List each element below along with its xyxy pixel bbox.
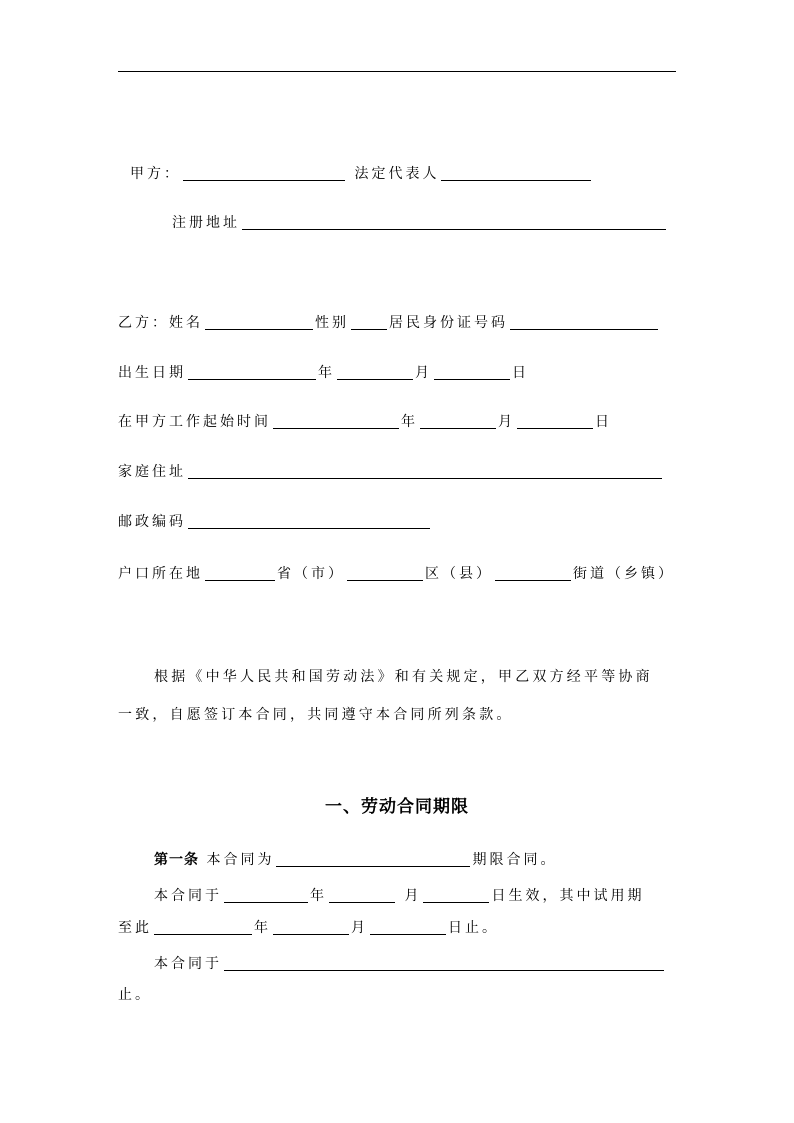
postcode-row (118, 512, 432, 532)
party-b-name-field[interactable] (205, 314, 313, 330)
postcode-label: 邮政编码 (118, 514, 186, 530)
party-a-name-field[interactable] (183, 165, 345, 181)
probation-year-field[interactable] (154, 919, 252, 935)
birth-month-field[interactable] (337, 364, 413, 380)
postcode-field[interactable] (188, 513, 430, 529)
home-label: 家庭住址 (118, 464, 186, 480)
term-row (154, 954, 666, 974)
reg-address-field[interactable] (242, 214, 666, 230)
term-field[interactable] (224, 955, 664, 971)
party-b-row (118, 313, 660, 333)
article-1-text-a: 本合同为 (206, 852, 275, 868)
start-label: 在甲方工作起始时间 (118, 414, 271, 430)
reg-address-row (172, 213, 668, 233)
contract-type-field[interactable] (276, 851, 470, 867)
effective-date-row (154, 886, 644, 906)
birth-date-row (118, 363, 529, 383)
probation-day-field[interactable] (370, 919, 446, 935)
start-day-field[interactable] (517, 413, 593, 429)
effective-month-field[interactable] (329, 887, 395, 903)
day-unit: 日 (512, 365, 529, 381)
intro-paragraph (118, 658, 688, 734)
article-1-label: 第一条 (154, 852, 199, 868)
hukou-street-field[interactable] (495, 565, 571, 581)
legal-rep-field[interactable] (441, 165, 591, 181)
party-b-name-label: 乙方：姓名 (118, 315, 203, 331)
home-address-field[interactable] (188, 463, 662, 479)
probation-prefix: 至此 (118, 920, 152, 936)
probation-month-field[interactable] (273, 919, 349, 935)
year-unit: 年 (318, 365, 335, 381)
party-a-label: 甲方： (130, 166, 181, 182)
party-a-row (130, 164, 593, 184)
year-unit: 年 (254, 920, 271, 936)
birth-day-field[interactable] (434, 364, 510, 380)
probation-suffix: 日止。 (448, 920, 499, 936)
intro-line-2: 一致，自愿签订本合同，共同遵守本合同所列条款。 (118, 707, 514, 723)
month-unit: 月 (404, 888, 422, 904)
article-1-text-b: 期限合同。 (472, 852, 558, 868)
year-unit: 年 (401, 414, 418, 430)
district-label: 区（县） (425, 566, 493, 582)
start-month-field[interactable] (420, 413, 496, 429)
effective-year-field[interactable] (224, 887, 308, 903)
month-unit: 月 (415, 365, 432, 381)
day-unit: 日 (595, 414, 612, 430)
month-unit: 月 (351, 920, 368, 936)
hukou-province-field[interactable] (205, 565, 275, 581)
reg-address-label: 注册地址 (172, 215, 240, 231)
hukou-label: 户口所在地 (118, 566, 203, 582)
id-number-field[interactable] (510, 314, 658, 330)
id-label: 居民身份证号码 (389, 315, 508, 331)
term-end: 止。 (118, 987, 152, 1003)
start-date-row (118, 412, 612, 432)
birth-year-field[interactable] (188, 364, 316, 380)
street-label: 街道（乡镇） (573, 566, 675, 582)
legal-rep-label: 法定代表人 (354, 166, 440, 182)
term-end-row (118, 985, 152, 1005)
article-1-row (154, 850, 557, 870)
home-address-row (118, 462, 664, 482)
gender-field[interactable] (351, 314, 387, 330)
hukou-row (118, 564, 675, 584)
hukou-district-field[interactable] (347, 565, 423, 581)
effective-suffix: 日生效，其中试用期 (491, 888, 645, 904)
effective-day-field[interactable] (423, 887, 489, 903)
month-unit: 月 (498, 414, 515, 430)
header-rule (118, 71, 676, 72)
start-year-field[interactable] (273, 413, 399, 429)
probation-row (118, 918, 499, 938)
province-label: 省（市） (277, 566, 345, 582)
term-prefix: 本合同于 (154, 956, 222, 972)
section-1-title: 一、劳动合同期限 (325, 797, 469, 817)
gender-label: 性别 (315, 315, 349, 331)
birth-label: 出生日期 (118, 365, 186, 381)
intro-line-1: 根据《中华人民共和国劳动法》和有关规定，甲乙双方经平等协商 (154, 669, 653, 685)
effective-prefix: 本合同于 (154, 888, 222, 904)
year-unit: 年 (310, 888, 327, 904)
